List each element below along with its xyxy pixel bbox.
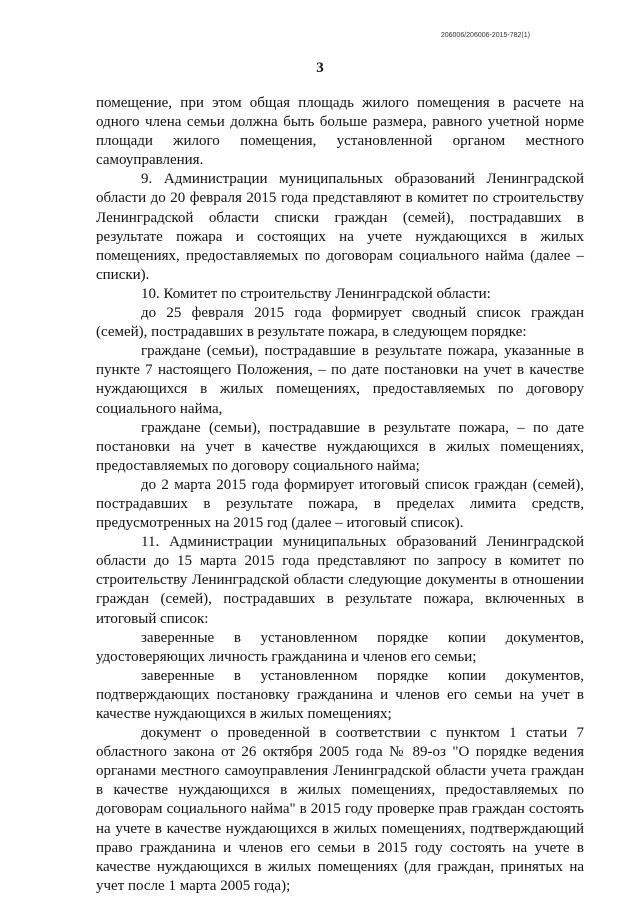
paragraph-doc-registration: заверенные в установленном порядке копии документов, подтверждающих постановку гражданина и членов его семьи на учет в качестве нуждающихся в жилых помещениях; [96, 667, 584, 722]
paragraph-doc-verification: документ о проведенной в соответствии с пунктом 1 статьи 7 областного закона от 26 октября 2005 года № 89-оз "О порядке ведения органами местного самоуправления Ленинградской области учета граждан в качестве нуждающихся в жилых помещениях, предоставляемых по договорам социального найма" в 2015 году проверке прав граждан состоять на учете в качестве нуждающихся в жилых помещениях, подтверждающий право гражданина и членов его семьи в 2015 году состоять на учете в качестве нуждающихся в жилых помещениях (для граждан, принятых на учет после 1 марта 2005 года); [96, 725, 584, 894]
document-id: 206006/206006-2015-782(1) [440, 32, 530, 39]
paragraph-doc-identity: заверенные в установленном порядке копии документов, удостоверяющих личность гражданина и членов его семьи; [96, 629, 584, 665]
page-number: 3 [316, 60, 324, 76]
paragraph-item-9: 9. Администрации муниципальных образований Ленинградской области до 20 февраля 2015 года представляют в комитет по строительству Ленинградской области списки граждан (семей), пострадавших в результате пожара и состоящих на учете нуждающихся в жилых помещениях, предоставляемых по договорам социального найма (далее – списки). [96, 171, 584, 283]
paragraph-final-list: до 2 марта 2015 года формирует итоговый список граждан (семей), пострадавших в результате пожара, в пределах лимита средств, предусмотренных на 2015 год (далее – итоговый список). [96, 476, 584, 532]
paragraph-summary-list: до 25 февраля 2015 года формирует сводный список граждан (семей), пострадавших в результате пожара, в следующем порядке: [96, 305, 584, 341]
paragraph-continuation: помещение, при этом общая площадь жилого помещения в расчете на одного члена семьи должна быть больше размера, равного учетной норме площади жилого помещения, установленной органом местного самоуправления. [96, 95, 584, 169]
document-body [96, 94, 584, 896]
paragraph-item-10: 10. Комитет по строительству Ленинградской области: [141, 285, 491, 302]
paragraph-item-11: 11. Администрации муниципальных образований Ленинградской области до 15 марта 2015 года представляют по запросу в комитет по строительству Ленинградской области следующие документы в отношении граждан (семей), пострадавших в результате пожара, включенных в итоговый список: [96, 534, 584, 627]
paragraph-list-order-1: граждане (семьи), пострадавшие в результате пожара, указанные в пункте 7 настоящего Положения, – по дате постановки на учет в качестве нуждающихся в жилых помещениях, предоставляемых по договору социального найма, [96, 343, 584, 417]
paragraph-list-order-2: граждане (семьи), пострадавшие в результате пожара, – по дате постановки на учет в качестве нуждающихся в жилых помещениях, предоставляемых по договору социального найма; [96, 419, 584, 474]
